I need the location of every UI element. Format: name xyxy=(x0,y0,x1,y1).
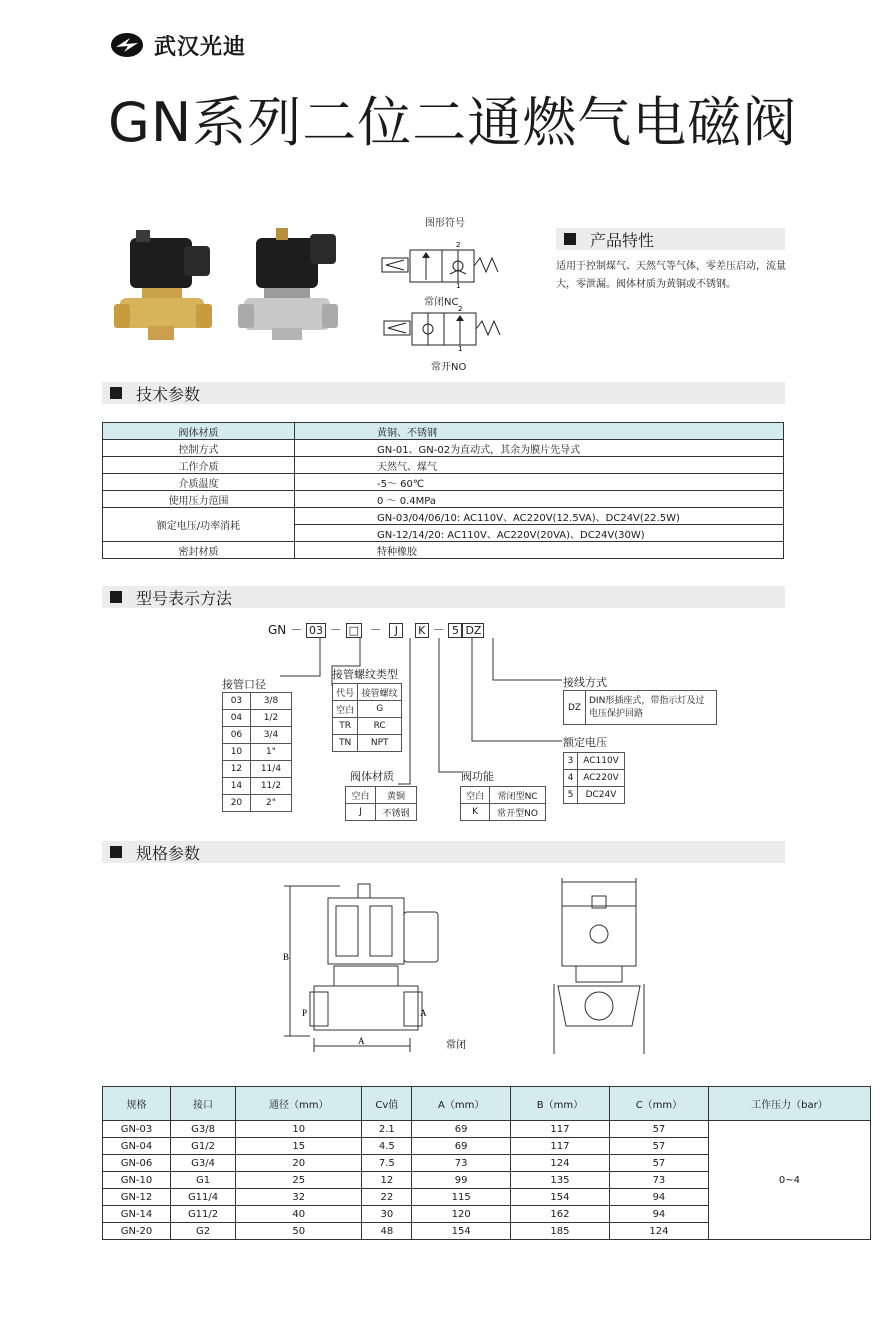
dim-label-a: A xyxy=(358,1036,365,1046)
table-row: GN-06 G3/4 20 7.5 73 124 57 xyxy=(103,1155,871,1172)
table-row: GN-03 G3/8 10 2.1 69 117 57 0~4 xyxy=(103,1121,871,1138)
table-row: 空白 常闭型NC xyxy=(461,787,546,804)
no-symbol-diagram xyxy=(382,303,507,351)
table-row: 10 1" xyxy=(223,744,292,761)
dim-label-a2: A xyxy=(420,1008,427,1018)
no-port-bottom: 1 xyxy=(458,345,463,351)
table-row: 4 AC220V xyxy=(564,770,625,787)
dim-label-p: P xyxy=(302,1008,308,1018)
nc-symbol-diagram xyxy=(380,238,505,288)
brand-logo-icon xyxy=(110,32,144,58)
table-row: 14 11/2 xyxy=(223,778,292,795)
table-row: 空白 G xyxy=(333,701,402,718)
voltage-table xyxy=(563,752,625,804)
table-row: 代号 接管螺纹 xyxy=(333,684,402,701)
section-square-icon xyxy=(110,846,122,858)
table-row: 额定电压/功率消耗 GN-03/04/06/10: AC110V、AC220V(12.5VA)、DC24V(22.5W) xyxy=(103,508,784,525)
table-row: 工作介质 天然气、煤气 xyxy=(103,457,784,474)
thread-type-table xyxy=(332,683,402,752)
body-material-label: 阀体材质 xyxy=(350,770,394,783)
table-row: GN-10 G1 25 12 99 135 73 xyxy=(103,1172,871,1189)
table-row: 12 11/4 xyxy=(223,761,292,778)
table-row: 06 3/4 xyxy=(223,727,292,744)
dims-heading-bar xyxy=(102,841,785,863)
valve-function-table xyxy=(460,786,546,821)
features-heading: 产品特性 xyxy=(590,230,655,250)
table-row: 使用压力范围 0 ～ 0.4MPa xyxy=(103,491,784,508)
dims-heading: 规格参数 xyxy=(136,843,201,863)
table-row: TR RC xyxy=(333,718,402,735)
page-title: GN系列二位二通燃气电磁阀 xyxy=(108,91,798,154)
table-row: 03 3/8 xyxy=(223,693,292,710)
nc-label: 常闭NC xyxy=(424,297,459,308)
port-size-label: 接管口径 xyxy=(222,678,266,691)
table-row: 阀体材质 黄铜、不锈钢 xyxy=(103,423,784,440)
features-heading-bar xyxy=(556,228,785,250)
tech-heading: 技术参数 xyxy=(136,384,201,404)
table-row: GN-14 G11/2 40 30 120 162 94 xyxy=(103,1206,871,1223)
valve-function-label: 阀功能 xyxy=(461,770,494,783)
spec-table xyxy=(102,1086,871,1240)
pressure-cell: 0~4 xyxy=(708,1121,870,1240)
model-heading: 型号表示方法 xyxy=(136,588,233,608)
table-row: GN-12 G11/4 32 22 115 154 94 xyxy=(103,1189,871,1206)
table-row: 密封材质 特种橡胶 xyxy=(103,542,784,559)
table-row: K 常开型NO xyxy=(461,804,546,821)
nc-port-bottom: 1 xyxy=(456,282,461,288)
table-header-row: 规格 接口 通径（mm） Cv值 A（mm） B（mm） C（mm） 工作压力（bar） xyxy=(103,1087,871,1121)
table-row: DZ DIN形插座式，带指示灯及过电压保护回路 xyxy=(564,691,717,725)
side-dimension-drawing xyxy=(552,876,652,1056)
thread-type-label: 接管螺纹类型 xyxy=(332,668,398,681)
model-code: GN － 03 － □ － J K － 5 DZ xyxy=(268,621,484,638)
voltage-label: 额定电压 xyxy=(563,736,607,749)
table-row: 空白 黄铜 xyxy=(346,787,417,804)
section-square-icon xyxy=(564,233,576,245)
nc-port-top: 2 xyxy=(456,241,461,249)
brand-name: 武汉光迪 xyxy=(154,35,247,60)
symbols-heading: 图形符号 xyxy=(425,218,465,229)
stainless-valve-image xyxy=(236,226,346,346)
dim-label-b: B xyxy=(283,952,290,962)
section-square-icon xyxy=(110,387,122,399)
table-row: 介质温度 -5～ 60℃ xyxy=(103,474,784,491)
tech-heading-bar xyxy=(102,382,785,404)
table-row: 控制方式 GN-01、GN-02为直动式，其余为膜片先导式 xyxy=(103,440,784,457)
brass-valve-image xyxy=(112,226,222,346)
table-row: GN-20 G2 50 48 154 185 124 xyxy=(103,1223,871,1240)
dim-label-nc: 常闭 xyxy=(446,1040,466,1051)
tech-table xyxy=(102,422,784,559)
model-heading-bar xyxy=(102,586,785,608)
port-size-table xyxy=(222,692,292,812)
table-row: 04 1/2 xyxy=(223,710,292,727)
no-label: 常开NO xyxy=(431,362,467,373)
table-row: GN-12/14/20: AC110V、AC220V(20VA)、DC24V(30W) xyxy=(103,525,784,542)
wiring-table xyxy=(563,690,717,725)
features-text: 适用于控制煤气、天然气等气体，零差压启动，流量大，零泄漏。阀体材质为黄铜或不锈钢。 xyxy=(556,261,786,290)
table-row: J 不锈钢 xyxy=(346,804,417,821)
table-row: GN-04 G1/2 15 4.5 69 117 57 xyxy=(103,1138,871,1155)
table-row: 20 2" xyxy=(223,795,292,812)
front-dimension-drawing xyxy=(280,876,480,1056)
table-row: 5 DC24V xyxy=(564,787,625,804)
wiring-label: 接线方式 xyxy=(563,676,607,689)
table-row: 3 AC110V xyxy=(564,753,625,770)
no-port-top: 2 xyxy=(458,305,463,313)
section-square-icon xyxy=(110,591,122,603)
body-material-table xyxy=(345,786,417,821)
table-row: TN NPT xyxy=(333,735,402,752)
